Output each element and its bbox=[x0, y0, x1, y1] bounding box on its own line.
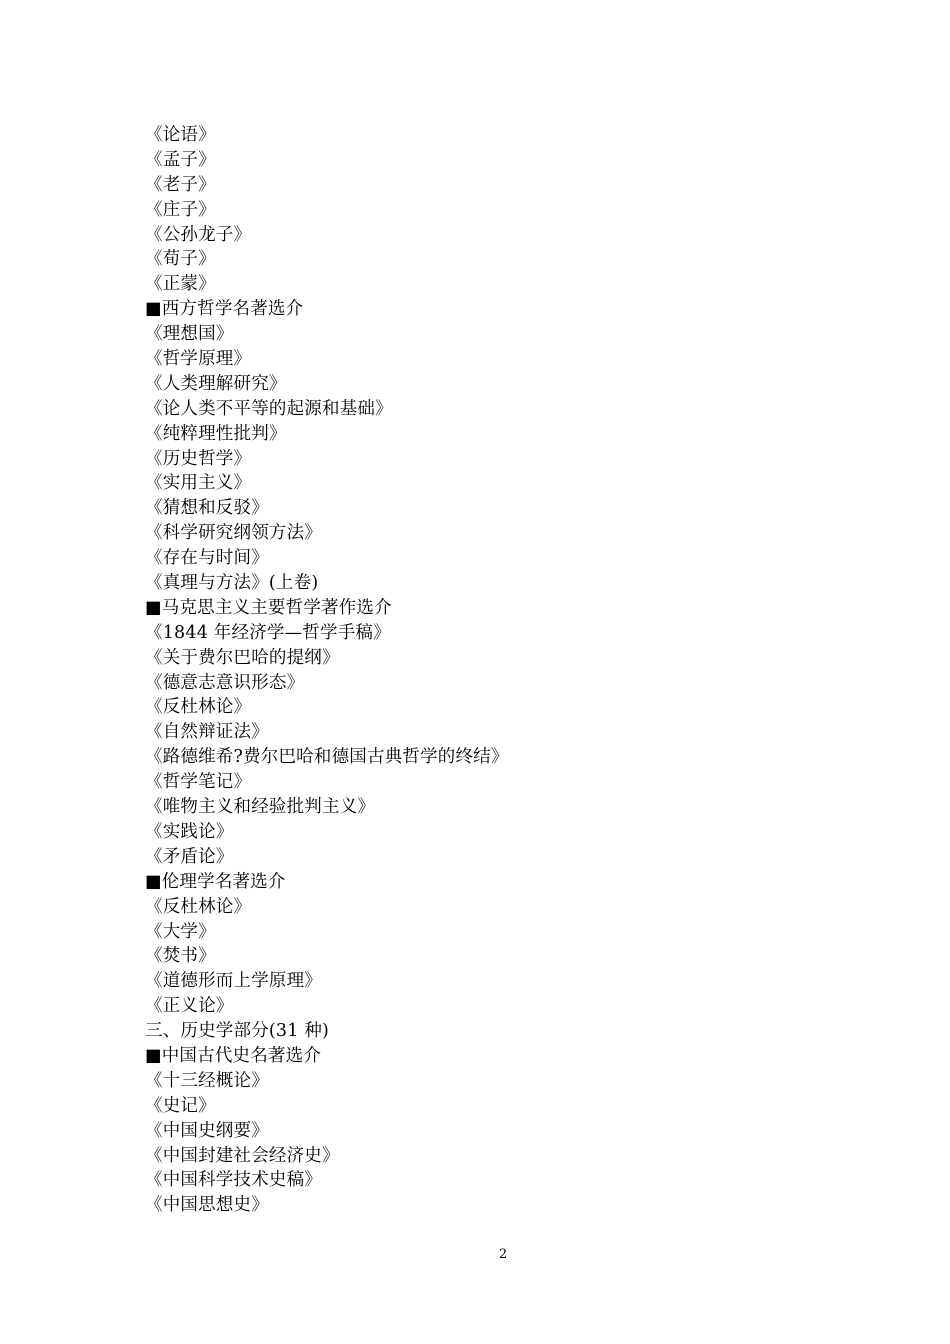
section-heading: ■伦理学名著选介 bbox=[145, 871, 286, 892]
list-item: 《关于费尔巴哈的提纲》 bbox=[145, 647, 340, 668]
list-item: 《猜想和反驳》 bbox=[145, 498, 269, 519]
section-heading: ■中国古代史名著选介 bbox=[145, 1045, 322, 1066]
list-item: 《老子》 bbox=[145, 174, 216, 195]
list-item: 《1844 年经济学—哲学手稿》 bbox=[145, 622, 391, 643]
list-item: 《存在与时间》 bbox=[145, 548, 269, 569]
list-item: 《自然辩证法》 bbox=[145, 722, 269, 743]
list-item: 《中国史纲要》 bbox=[145, 1120, 269, 1141]
list-item: 《德意志意识形态》 bbox=[145, 672, 305, 693]
list-item: 《庄子》 bbox=[145, 199, 216, 220]
list-item: 《唯物主义和经验批判主义》 bbox=[145, 797, 376, 818]
section-heading: ■马克思主义主要哲学著作选介 bbox=[145, 597, 392, 618]
list-item: 《理想国》 bbox=[145, 324, 234, 345]
list-item: 《十三经概论》 bbox=[145, 1070, 269, 1091]
list-item: 《反杜林论》 bbox=[145, 697, 252, 718]
list-item: 《史记》 bbox=[145, 1095, 216, 1116]
list-item: 《中国科学技术史稿》 bbox=[145, 1170, 322, 1191]
list-item: 《大学》 bbox=[145, 921, 216, 942]
list-item: 《哲学原理》 bbox=[145, 349, 252, 370]
list-item: 《历史哲学》 bbox=[145, 448, 252, 469]
list-item: 《公孙龙子》 bbox=[145, 224, 252, 245]
list-item: 《焚书》 bbox=[145, 946, 216, 967]
list-item: 《正义论》 bbox=[145, 996, 234, 1017]
list-item: 《孟子》 bbox=[145, 149, 216, 170]
list-item: 《道德形而上学原理》 bbox=[145, 971, 322, 992]
reading-list bbox=[145, 123, 845, 1218]
list-item: 《哲学笔记》 bbox=[145, 772, 252, 793]
part-heading: 三、历史学部分(31 种) bbox=[145, 1021, 330, 1042]
list-item: 《实践论》 bbox=[145, 821, 234, 842]
list-item: 《论人类不平等的起源和基础》 bbox=[145, 398, 393, 419]
list-item: 《真理与方法》(上卷) bbox=[145, 573, 319, 594]
list-item: 《正蒙》 bbox=[145, 274, 216, 295]
list-item: 《论语》 bbox=[145, 125, 216, 145]
list-item: 《反杜林论》 bbox=[145, 896, 252, 917]
page-number: 2 bbox=[498, 1247, 508, 1262]
list-item: 《人类理解研究》 bbox=[145, 373, 287, 394]
list-item: 《中国封建社会经济史》 bbox=[145, 1145, 340, 1166]
section-heading: ■西方哲学名著选介 bbox=[145, 299, 304, 320]
list-item: 《纯粹理性批判》 bbox=[145, 423, 287, 444]
list-item: 《荀子》 bbox=[145, 249, 216, 270]
list-item: 《实用主义》 bbox=[145, 473, 252, 494]
list-item: 《中国思想史》 bbox=[145, 1195, 269, 1216]
list-item: 《矛盾论》 bbox=[145, 846, 234, 867]
list-item: 《路德维希?费尔巴哈和德国古典哲学的终结》 bbox=[145, 747, 509, 768]
list-item: 《科学研究纲领方法》 bbox=[145, 523, 322, 544]
